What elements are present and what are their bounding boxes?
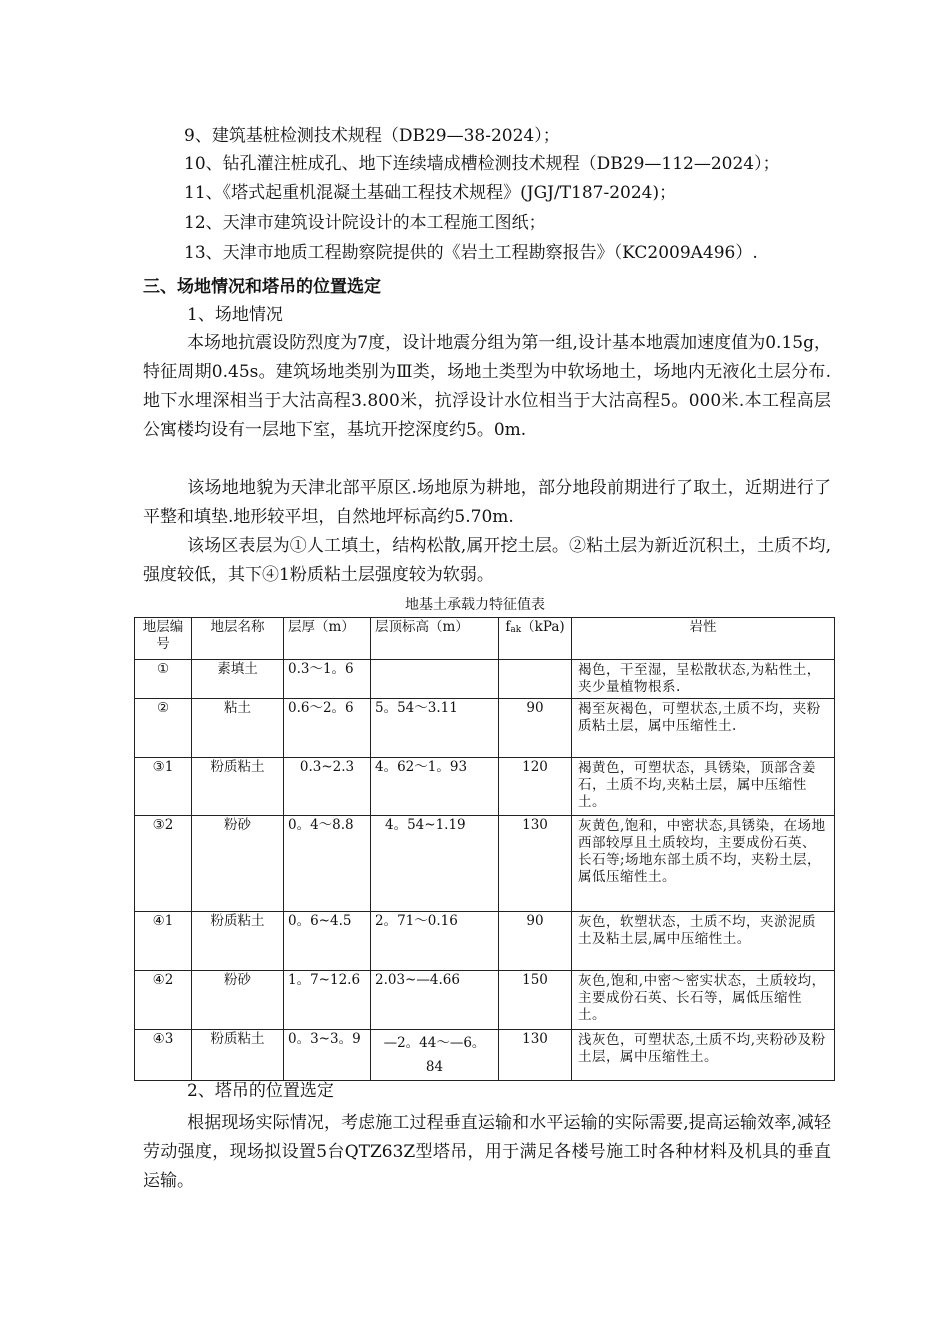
fak-symbol: f	[505, 619, 511, 635]
table-row	[135, 816, 835, 912]
cell-thickness: 1。7~12.6	[284, 971, 371, 1030]
cell-layer-name: 粉质粘土	[192, 1030, 284, 1081]
cell-layer-no: ③1	[135, 758, 192, 816]
cell-layer-no: ④2	[135, 971, 192, 1030]
cell-lithology: 褐至灰褐色，可塑状态,土质不均，夹粉质粘土层，属中压缩性土.	[572, 699, 835, 758]
header-top-elevation: 层顶标高（m）	[371, 618, 499, 660]
cell-thickness: 0.3~2.3	[284, 758, 371, 816]
cell-top-elevation: 4。54~1.19	[371, 816, 499, 912]
header-layer-no: 地层编号	[135, 618, 192, 660]
header-layer-name: 地层名称	[192, 618, 284, 660]
table-row	[135, 971, 835, 1030]
paragraph-text: 根据现场实际情况，考虑施工过程垂直运输和水平运输的实际需要,提高运输效率,减轻劳动强度，现场拟设置5台QTZ63Z型塔吊，用于满足各楼号施工时各种材料及机具的垂直运输。	[143, 1113, 831, 1191]
table-row	[135, 912, 835, 971]
cell-lithology: 褐黄色，可塑状态，具锈染，顶部含姜石，土质不均,夹粘土层，属中压缩性土。	[572, 758, 835, 816]
fak-unit: （kPa)	[521, 619, 565, 635]
cell-fak: 150	[499, 971, 572, 1030]
cell-fak: 130	[499, 816, 572, 912]
paragraph-landform	[143, 474, 831, 532]
paragraph-strata	[143, 532, 831, 590]
reference-item: 13、天津市地质工程勘察院提供的《岩土工程勘察报告》（KC2009A496）.	[184, 243, 758, 263]
cell-layer-name: 粘土	[192, 699, 284, 758]
header-lithology: 岩性	[572, 618, 835, 660]
cell-layer-name: 粉质粘土	[192, 758, 284, 816]
soil-bearing-table	[134, 617, 835, 1081]
cell-thickness: 0。3~3。9	[284, 1030, 371, 1081]
cell-layer-no: ④1	[135, 912, 192, 971]
cell-layer-name: 粉质粘土	[192, 912, 284, 971]
fak-subscript: ak	[510, 625, 522, 635]
cell-lithology: 浅灰色，可塑状态,土质不均,夹粉砂及粉土层，属中压缩性土。	[572, 1030, 835, 1081]
cell-lithology: 灰黄色,饱和，中密状态,具锈染，在场地西部较厚且土质较均，主要成份石英、长石等;场地东部土质不均，夹粉土层，属低压缩性土。	[572, 816, 835, 912]
cell-top-elevation: 5。54～3.11	[371, 699, 499, 758]
section-heading: 三、场地情况和塔吊的位置选定	[143, 277, 381, 297]
cell-top-elevation: 2.03~—4.66	[371, 971, 499, 1030]
cell-top-elevation: 2。71～0.16	[371, 912, 499, 971]
header-thickness: 层厚（m）	[284, 618, 371, 660]
cell-top-elevation	[371, 660, 499, 699]
reference-item: 12、天津市建筑设计院设计的本工程施工图纸；	[184, 213, 546, 233]
cell-layer-no: ①	[135, 660, 192, 699]
paragraph-text: 本场地抗震设防烈度为7度，设计地震分组为第一组,设计基本地震加速度值为0.15g，特征周期0.45s。建筑场地类别为Ⅲ类，场地土类型为中软场地土，场地内无液化土层分布.地下水埋深相当于大沽高程3.800米，抗浮设计水位相当于大沽高程5。000米.本工程高层公寓楼均设有一层地下室，基坑开挖深度约5。0m.	[143, 333, 831, 440]
paragraph-text: 该场地地貌为天津北部平原区.场地原为耕地，部分地段前期进行了取土，近期进行了平整和填垫.地形较平坦，自然地坪标高约5.70m.	[143, 478, 831, 527]
cell-fak: 90	[499, 699, 572, 758]
cell-fak	[499, 660, 572, 699]
cell-layer-name: 素填土	[192, 660, 284, 699]
cell-lithology: 灰色，软塑状态，土质不均，夹淤泥质土及粘土层,属中压缩性土。	[572, 912, 835, 971]
header-fak	[499, 618, 572, 660]
cell-lithology: 褐色，干至湿，呈松散状态,为粘性土，夹少量植物根系.	[572, 660, 835, 699]
cell-thickness: 0.6～2。6	[284, 699, 371, 758]
paragraph-site-conditions	[143, 329, 831, 445]
cell-top-elevation: 4。62～1。93	[371, 758, 499, 816]
cell-fak: 90	[499, 912, 572, 971]
cell-thickness: 0。4～8.8	[284, 816, 371, 912]
cell-layer-no: ④3	[135, 1030, 192, 1081]
subsection-heading: 2、塔吊的位置选定	[187, 1081, 334, 1101]
cell-layer-no: ②	[135, 699, 192, 758]
cell-layer-no: ③2	[135, 816, 192, 912]
cell-layer-name: 粉砂	[192, 971, 284, 1030]
paragraph-tower-crane	[143, 1109, 831, 1196]
table-row	[135, 699, 835, 758]
cell-layer-name: 粉砂	[192, 816, 284, 912]
table-row	[135, 660, 835, 699]
table-row	[135, 758, 835, 816]
subsection-heading: 1、场地情况	[187, 305, 283, 325]
reference-item: 10、钻孔灌注桩成孔、地下连续墙成槽检测技术规程（DB29—112—2024）；	[184, 154, 780, 174]
cell-thickness: 0。6~4.5	[284, 912, 371, 971]
reference-item: 11、《塔式起重机混凝土基础工程技术规程》(JGJ/T187-2024)；	[184, 183, 677, 203]
table-caption: 地基土承载力特征值表	[405, 597, 545, 613]
cell-lithology: 灰色,饱和,中密～密实状态，土质较均，主要成份石英、长石等，属低压缩性土。	[572, 971, 835, 1030]
reference-item: 9、建筑基桩检测技术规程（DB29—38-2024）；	[184, 126, 560, 146]
table-row	[135, 1030, 835, 1081]
cell-fak: 120	[499, 758, 572, 816]
cell-thickness: 0.3～1。6	[284, 660, 371, 699]
cell-top-elevation: —2。44～—6。84	[371, 1030, 499, 1081]
cell-fak: 130	[499, 1030, 572, 1081]
paragraph-text: 该场区表层为①人工填土，结构松散,属开挖土层。②粘土层为新近沉积土，土质不均,强度较低，其下④1粉质粘土层强度较为软弱。	[143, 536, 831, 585]
